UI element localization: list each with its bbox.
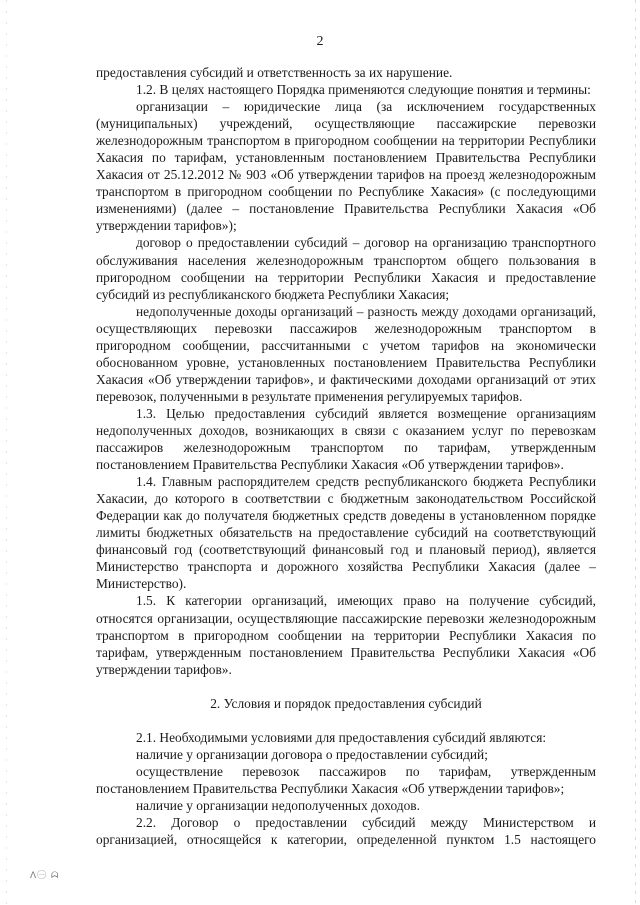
document-body	[96, 64, 596, 848]
paragraphs-after-heading	[96, 729, 596, 848]
scan-edge-right	[635, 0, 636, 905]
paragraph: 1.4. Главным распорядителем средств республиканского бюджета Республики Хакасии, до которого в соответствии с бюджетным законодательством Российской Федерации как до получателя бюджетных средств доведены в установленном порядке лимиты бюджетных обязательств на предоставление субсидий на соответствующий финансовый год (соответствующий финансовый год и плановый период), является Министерство транспорта и дорожного хозяйства Республики Хакасия (далее – Министерство).	[96, 474, 596, 592]
paragraph: договор о предоставлении субсидий – договор на организацию транспортного обслуживания населения железнодорожным транспортом общего пользования в пригородном сообщении на территории Республики Хакасия и предоставление субсидий из республиканского бюджета Республики Хакасия;	[96, 235, 596, 302]
paragraph: организации – юридические лица (за исключением государственных (муниципальных) учреждений, осуществляющие пассажирские перевозки железнодорожным транспортом в пригородном сообщении на территории Республики Хакасия по тарифам, установленным постановлением Правительства Республики Хакасия от 25.12.2012 № 903 «Об утверждении тарифов на проезд железнодорожным транспортом в пригородном сообщении по Республике Хакасия» (с последующими изменениями) (далее – постановление Правительства Республики Хакасия «Об утверждении тарифов»);	[96, 99, 596, 234]
paragraph: 1.2. В целях настоящего Порядка применяются следующие понятия и термины:	[136, 82, 591, 98]
paragraph: 1.5. К категории организаций, имеющих право на получение субсидий, относятся организации, осуществляющие пассажирские перевозки железнодорожным транспортом в пригородном сообщении на территории Республики Хакасия по тарифам, утвержденным постановлением Правительства Республики Хакасия «Об утверждении тарифов».	[96, 593, 596, 677]
section-heading: 2. Условия и порядок предоставления субсидий	[210, 695, 482, 711]
paragraphs-before-heading	[96, 64, 596, 678]
paragraph: осуществление перевозок пассажиров по тарифам, утвержденным постановлением Правительства Республики Хакасия «Об утверждении тарифов»;	[96, 763, 596, 796]
scan-mark: ᐱ㊀ ᗣ	[30, 871, 60, 881]
paragraph: наличие у организации договора о предоставлении субсидий;	[136, 746, 488, 762]
paragraph: предоставления субсидий и ответственность за их нарушение.	[96, 65, 453, 80]
paragraph: наличие у организации недополученных доходов.	[136, 797, 420, 813]
paragraph: 2.1. Необходимыми условиями для предоставления субсидий являются:	[136, 729, 547, 745]
paragraph: 1.3. Целью предоставления субсидий является возмещение организациям недополученных доходов, возникающих в связи с оказанием услуг по перевозкам пассажиров железнодорожным транспортом по тарифам, утвержденным постановлением Правительства Республики Хакасия «Об утверждении тарифов».	[96, 405, 596, 473]
page-number: 2	[316, 34, 324, 49]
paragraph: 2.2. Договор о предоставлении субсидий между Министерством и организацией, относящейся к категории, определенной пунктом 1.5 настоящего	[96, 814, 596, 848]
paragraph: недополученные доходы организаций – разность между доходами организаций, осуществляющих перевозки пассажиров железнодорожным транспортом в пригородном сообщении, рассчитанными с учетом тарифов на экономически обоснованном уровне, установленных постановлением Правительства Республики Хакасия «Об утверждении тарифов», и фактическими доходами организаций от этих перевозок, полученными в результате применения регулируемых тарифов.	[96, 303, 596, 404]
scan-edge-left	[6, 0, 7, 905]
